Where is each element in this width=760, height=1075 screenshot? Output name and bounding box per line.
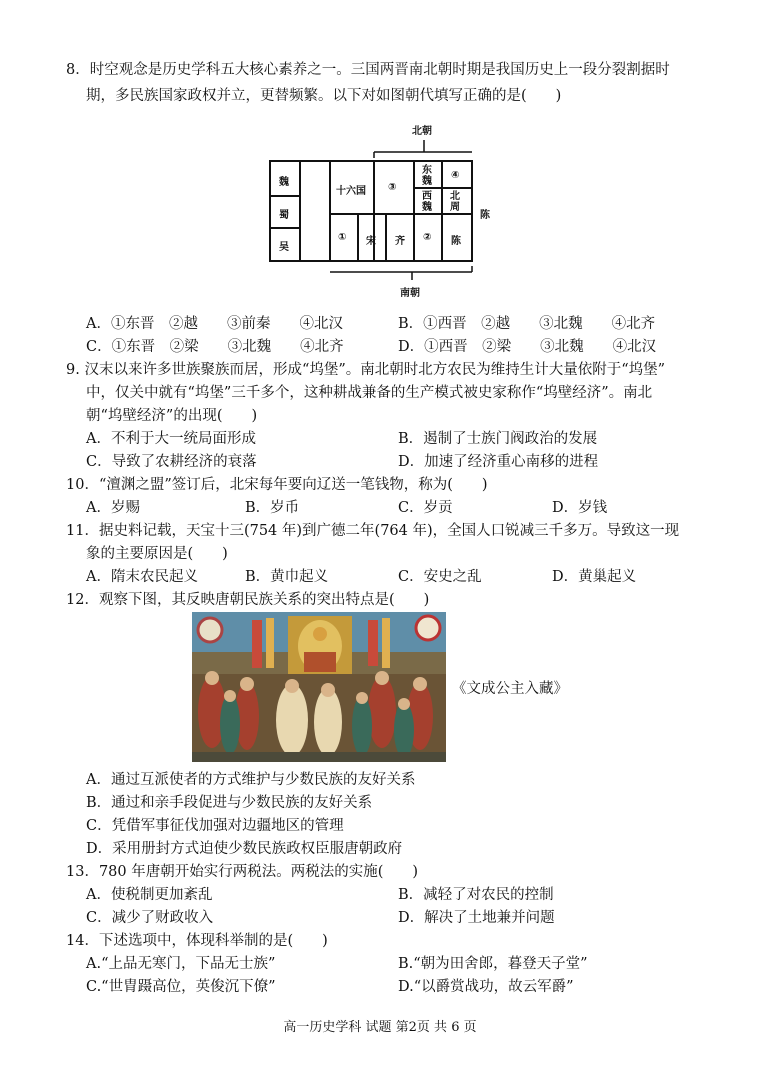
- q11-option-c[interactable]: C．安史之乱: [398, 569, 482, 585]
- q9-line2: 中，仅关中就有“坞堡”三千多个，这种耕战兼备的生产模式被史家称作“坞壁经济”。南北: [86, 385, 653, 401]
- page-footer: 高一历史学科 试题 第2页 共 6 页: [283, 1020, 477, 1035]
- q10-option-d[interactable]: D．岁钱: [552, 500, 608, 516]
- q12-line1: 12．观察下图，其反映唐朝民族关系的突出特点是( ): [66, 592, 430, 608]
- q8-option-a[interactable]: A．①东晋 ②越 ③前秦 ④北汉: [86, 316, 343, 332]
- q13-line1: 13．780 年唐朝开始实行两税法。两税法的实施( ): [66, 864, 419, 880]
- q14-option-d[interactable]: D.“以爵赏战功，故云军爵”: [398, 979, 574, 995]
- dynasty-diagram-lines: [264, 116, 504, 302]
- q14-option-c[interactable]: C.“世胄蹑高位，英俊沉下僚”: [86, 979, 276, 995]
- q13-option-a[interactable]: A．使税制更加紊乱: [86, 887, 213, 903]
- cell-wu: 吴: [279, 242, 289, 253]
- q9-line1: 9. 汉末以来许多世族聚族而居，形成“坞堡”。南北朝时北方农民为维持生计大量依附于“坞堡”: [66, 362, 666, 378]
- cell-shu: 蜀: [279, 210, 289, 221]
- cell-blank-1: ①: [338, 232, 347, 243]
- painting-caption: 《文成公主入藏》: [452, 681, 568, 697]
- q10-option-c[interactable]: C．岁贡: [398, 500, 453, 516]
- q9-option-b[interactable]: B．遏制了士族门阀政治的发展: [398, 431, 598, 447]
- cell-qi: 齐: [395, 236, 405, 247]
- cell-dong-wei: 东魏: [422, 165, 432, 187]
- painting-art: [192, 612, 446, 762]
- q14-line1: 14．下述选项中，体现科举制的是( ): [66, 933, 328, 949]
- q9-option-d[interactable]: D．加速了经济重心南移的进程: [398, 454, 599, 470]
- q12-option-d[interactable]: D．采用册封方式迫使少数民族政权臣服唐朝政府: [86, 841, 403, 857]
- q14-option-b[interactable]: B.“朝为田舍郎，暮登天子堂”: [398, 956, 588, 972]
- cell-sixteen-kingdoms: 十六国: [336, 186, 366, 197]
- label-north-dynasties: 北朝: [412, 126, 432, 137]
- q8-line2: 期，多民族国家政权并立，更替频繁。以下对如图朝代填写正确的是( ): [86, 88, 562, 104]
- q11-line2: 象的主要原因是( ): [86, 546, 228, 562]
- q10-line1: 10．“澶渊之盟”签订后，北宋每年要向辽送一笔钱物，称为( ): [66, 477, 488, 493]
- label-chen-right: 陈: [480, 210, 490, 221]
- q11-line1: 11．据史料记载，天宝十三(754 年)到广德二年(764 年)，全国人口锐减三千多万。导致这一现: [66, 523, 680, 539]
- label-south-dynasties: 南朝: [400, 288, 420, 299]
- q14-option-a[interactable]: A.“上品无寒门，下品无士族”: [86, 956, 276, 972]
- cell-wei: 魏: [279, 177, 289, 188]
- q13-option-d[interactable]: D．解决了土地兼并问题: [398, 910, 555, 926]
- cell-blank-4: ④: [451, 170, 460, 181]
- q8-option-c[interactable]: C．①东晋 ②梁 ③北魏 ④北齐: [86, 339, 344, 355]
- q9-option-a[interactable]: A．不利于大一统局面形成: [86, 431, 256, 447]
- q11-option-d[interactable]: D．黄巢起义: [552, 569, 637, 585]
- q9-line3: 朝“坞壁经济”的出现( ): [86, 408, 258, 424]
- cell-xi-wei: 西魏: [422, 191, 432, 213]
- q12-option-a[interactable]: A．通过互派使者的方式维护与少数民族的友好关系: [86, 772, 416, 788]
- cell-song: 宋: [366, 236, 376, 247]
- q13-option-b[interactable]: B．减轻了对农民的控制: [398, 887, 554, 903]
- q8-option-d[interactable]: D．①西晋 ②梁 ③北魏 ④北汉: [398, 339, 657, 355]
- q12-option-b[interactable]: B．通过和亲手段促进与少数民族的友好关系: [86, 795, 373, 811]
- q8-option-b[interactable]: B．①西晋 ②越 ③北魏 ④北齐: [398, 316, 656, 332]
- wencheng-princess-painting: [192, 612, 446, 762]
- cell-blank-3: ③: [388, 182, 397, 193]
- q8-line1: 8．时空观念是历史学科五大核心素养之一。三国两晋南北朝时期是我国历史上一段分裂割据时: [66, 62, 670, 78]
- dynasty-diagram: [264, 116, 504, 302]
- cell-blank-2: ②: [423, 232, 432, 243]
- cell-chen: 陈: [451, 236, 461, 247]
- q13-option-c[interactable]: C．减少了财政收入: [86, 910, 214, 926]
- q12-option-c[interactable]: C．凭借军事征伐加强对边疆地区的管理: [86, 818, 344, 834]
- cell-bei-zhou: 北周: [450, 191, 460, 213]
- q11-option-b[interactable]: B．黄巾起义: [245, 569, 329, 585]
- q11-option-a[interactable]: A．隋末农民起义: [86, 569, 198, 585]
- q10-option-b[interactable]: B．岁币: [245, 500, 300, 516]
- q9-option-c[interactable]: C．导致了农耕经济的衰落: [86, 454, 257, 470]
- q10-option-a[interactable]: A．岁赐: [86, 500, 140, 516]
